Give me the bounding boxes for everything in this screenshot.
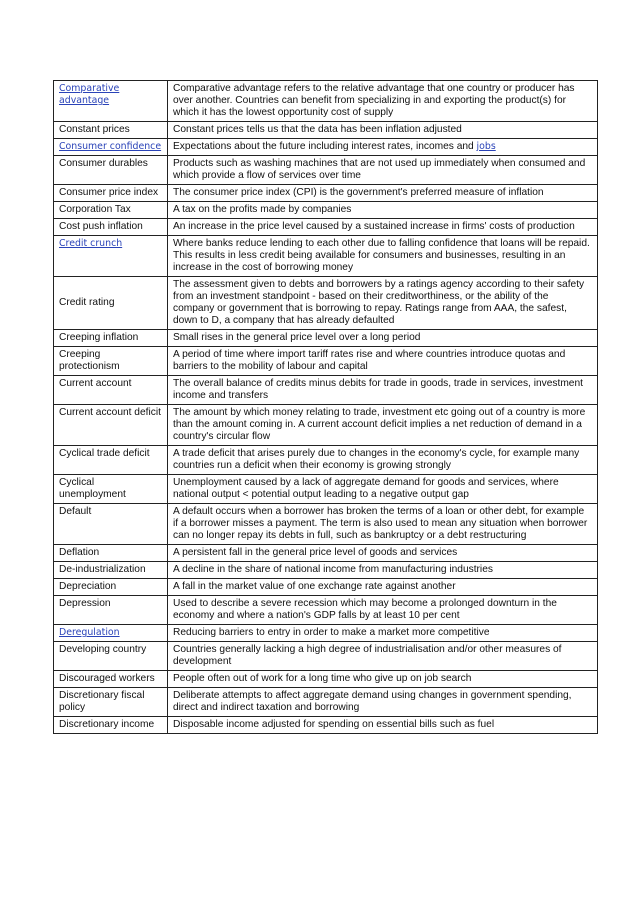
definition-cell	[168, 717, 598, 734]
definition-cell	[168, 376, 598, 405]
definition-cell	[168, 504, 598, 545]
term-label: Default	[59, 506, 92, 517]
definition-cell	[168, 562, 598, 579]
definition-text: Unemployment caused by a lack of aggregate demand for goods and services, where national output < potential output leading to a negative output gap	[173, 477, 559, 500]
definition-link[interactable]: jobs	[476, 141, 496, 152]
definition-text: Disposable income adjusted for spending on essential bills such as fuel	[173, 719, 495, 730]
term-label: Cost push inflation	[59, 221, 143, 232]
term-cell	[54, 625, 168, 642]
term-label: Credit rating	[59, 297, 115, 308]
definition-text: Used to describe a severe recession which may become a prolonged downturn in the economy and where a nation's GDP falls by at least 10 per cent	[173, 598, 557, 621]
glossary-table	[53, 80, 598, 734]
term-label: Creeping inflation	[59, 332, 139, 343]
term-cell	[54, 562, 168, 579]
term-label: Current account	[59, 378, 132, 389]
definition-cell	[168, 625, 598, 642]
definition-text: A decline in the share of national income from manufacturing industries	[173, 564, 493, 575]
term-cell	[54, 236, 168, 277]
definition-text: Small rises in the general price level over a long period	[173, 332, 421, 343]
term-link[interactable]: Consumer confidence	[59, 141, 162, 152]
term-label: Depreciation	[59, 581, 117, 592]
term-cell	[54, 545, 168, 562]
term-cell	[54, 446, 168, 475]
term-label: Deflation	[59, 547, 100, 558]
definition-cell	[168, 347, 598, 376]
term-label: Developing country	[59, 644, 147, 655]
term-label: Discretionary income	[59, 719, 155, 730]
definition-text: Constant prices tells us that the data has been inflation adjusted	[173, 124, 462, 135]
term-label: Creeping protectionism	[59, 349, 120, 372]
term-label: Constant prices	[59, 124, 130, 135]
table-row	[54, 156, 598, 185]
term-cell	[54, 688, 168, 717]
definition-cell	[168, 156, 598, 185]
definition-text: Expectations about the future including interest rates, incomes and	[173, 141, 477, 152]
glossary-body	[54, 81, 598, 734]
table-row	[54, 81, 598, 122]
table-row	[54, 376, 598, 405]
definition-cell	[168, 545, 598, 562]
term-label: Corporation Tax	[59, 204, 131, 215]
table-row	[54, 139, 598, 156]
term-label: Discretionary fiscal policy	[59, 690, 145, 713]
definition-text: An increase in the price level caused by a sustained increase in firms' costs of production	[173, 221, 575, 232]
definition-cell	[168, 579, 598, 596]
term-cell	[54, 671, 168, 688]
term-label: Cyclical unemployment	[59, 477, 126, 500]
definition-text: A period of time where import tariff rates rise and where countries introduce quotas and barriers to the mobility of labour and capital	[173, 349, 566, 372]
term-cell	[54, 139, 168, 156]
term-link[interactable]: Deregulation	[59, 627, 120, 638]
definition-text: A persistent fall in the general price level of goods and services	[173, 547, 458, 558]
table-row	[54, 625, 598, 642]
table-row	[54, 671, 598, 688]
table-row	[54, 277, 598, 330]
table-row	[54, 202, 598, 219]
term-label: Discouraged workers	[59, 673, 155, 684]
table-row	[54, 579, 598, 596]
definition-text: A default occurs when a borrower has broken the terms of a loan or other debt, for example if a borrower misses a payment. The term is also used to mean any situation when borrower can no longer repay its debts in full, such as bankruptcy or a debt restructuring	[173, 506, 588, 541]
definition-cell	[168, 202, 598, 219]
term-label: Cyclical trade deficit	[59, 448, 150, 459]
term-cell	[54, 277, 168, 330]
definition-text: The assessment given to debts and borrowers by a ratings agency according to their safety from an investment standpoint - based on their creditworthiness, or the ability of the company or government that is borrowing to repay. Ratings range from AAA, the safest, down to D, a company that has already defaulted	[173, 279, 585, 326]
definition-text: The amount by which money relating to trade, investment etc going out of a country is more than the amount coming in. A current account deficit implies a net reduction of demand in a country's circular flow	[173, 407, 586, 442]
definition-cell	[168, 185, 598, 202]
definition-text: Deliberate attempts to affect aggregate demand using changes in government spending, direct and indirect taxation and borrowing	[173, 690, 572, 713]
table-row	[54, 562, 598, 579]
table-row	[54, 122, 598, 139]
table-row	[54, 717, 598, 734]
definition-text: People often out of work for a long time who give up on job search	[173, 673, 472, 684]
definition-cell	[168, 277, 598, 330]
table-row	[54, 642, 598, 671]
table-row	[54, 545, 598, 562]
definition-text: Comparative advantage refers to the relative advantage that one country or producer has over another. Countries can benefit from specializing in and exporting the product(s) for which it has the lowest opportunity cost of supply	[173, 83, 575, 118]
definition-cell	[168, 219, 598, 236]
definition-text: The consumer price index (CPI) is the government's preferred measure of inflation	[173, 187, 544, 198]
definition-text: A trade deficit that arises purely due to changes in the economy's cycle, for example many countries run a deficit when their economy is growing strongly	[173, 448, 580, 471]
definition-cell	[168, 81, 598, 122]
term-cell	[54, 81, 168, 122]
term-cell	[54, 376, 168, 405]
term-cell	[54, 330, 168, 347]
table-row	[54, 596, 598, 625]
term-cell	[54, 219, 168, 236]
definition-cell	[168, 596, 598, 625]
term-cell	[54, 202, 168, 219]
definition-text: Countries generally lacking a high degree of industrialisation and/or other measures of development	[173, 644, 562, 667]
definition-cell	[168, 236, 598, 277]
definition-cell	[168, 671, 598, 688]
term-cell	[54, 405, 168, 446]
definition-cell	[168, 688, 598, 717]
definition-text: Reducing barriers to entry in order to make a market more competitive	[173, 627, 490, 638]
table-row	[54, 347, 598, 376]
term-link[interactable]: Credit crunch	[59, 238, 123, 249]
term-label: Consumer durables	[59, 158, 148, 169]
term-cell	[54, 156, 168, 185]
table-row	[54, 330, 598, 347]
definition-text: The overall balance of credits minus debits for trade in goods, trade in services, investment income and transfers	[173, 378, 583, 401]
table-row	[54, 475, 598, 504]
term-label: Depression	[59, 598, 111, 609]
definition-text: Products such as washing machines that are not used up immediately when consumed and which provide a flow of services over time	[173, 158, 586, 181]
term-link[interactable]: Comparative advantage	[59, 83, 120, 106]
term-cell	[54, 475, 168, 504]
term-cell	[54, 579, 168, 596]
term-label: Consumer price index	[59, 187, 159, 198]
definition-cell	[168, 122, 598, 139]
definition-text: A fall in the market value of one exchange rate against another	[173, 581, 456, 592]
definition-cell	[168, 139, 598, 156]
definition-cell	[168, 446, 598, 475]
table-row	[54, 504, 598, 545]
definition-cell	[168, 475, 598, 504]
term-label: Current account deficit	[59, 407, 161, 418]
table-row	[54, 219, 598, 236]
table-row	[54, 185, 598, 202]
definition-text: Where banks reduce lending to each other due to falling confidence that loans will be repaid. This results in less credit being available for consumers and businesses, resulting in an increase in the cost of borrowing money	[173, 238, 590, 273]
term-label: De-industrialization	[59, 564, 146, 575]
table-row	[54, 688, 598, 717]
term-cell	[54, 717, 168, 734]
term-cell	[54, 642, 168, 671]
table-row	[54, 405, 598, 446]
term-cell	[54, 347, 168, 376]
definition-cell	[168, 405, 598, 446]
term-cell	[54, 122, 168, 139]
definition-cell	[168, 642, 598, 671]
table-row	[54, 236, 598, 277]
term-cell	[54, 504, 168, 545]
definition-cell	[168, 330, 598, 347]
table-row	[54, 446, 598, 475]
term-cell	[54, 185, 168, 202]
definition-text: A tax on the profits made by companies	[173, 204, 352, 215]
term-cell	[54, 596, 168, 625]
